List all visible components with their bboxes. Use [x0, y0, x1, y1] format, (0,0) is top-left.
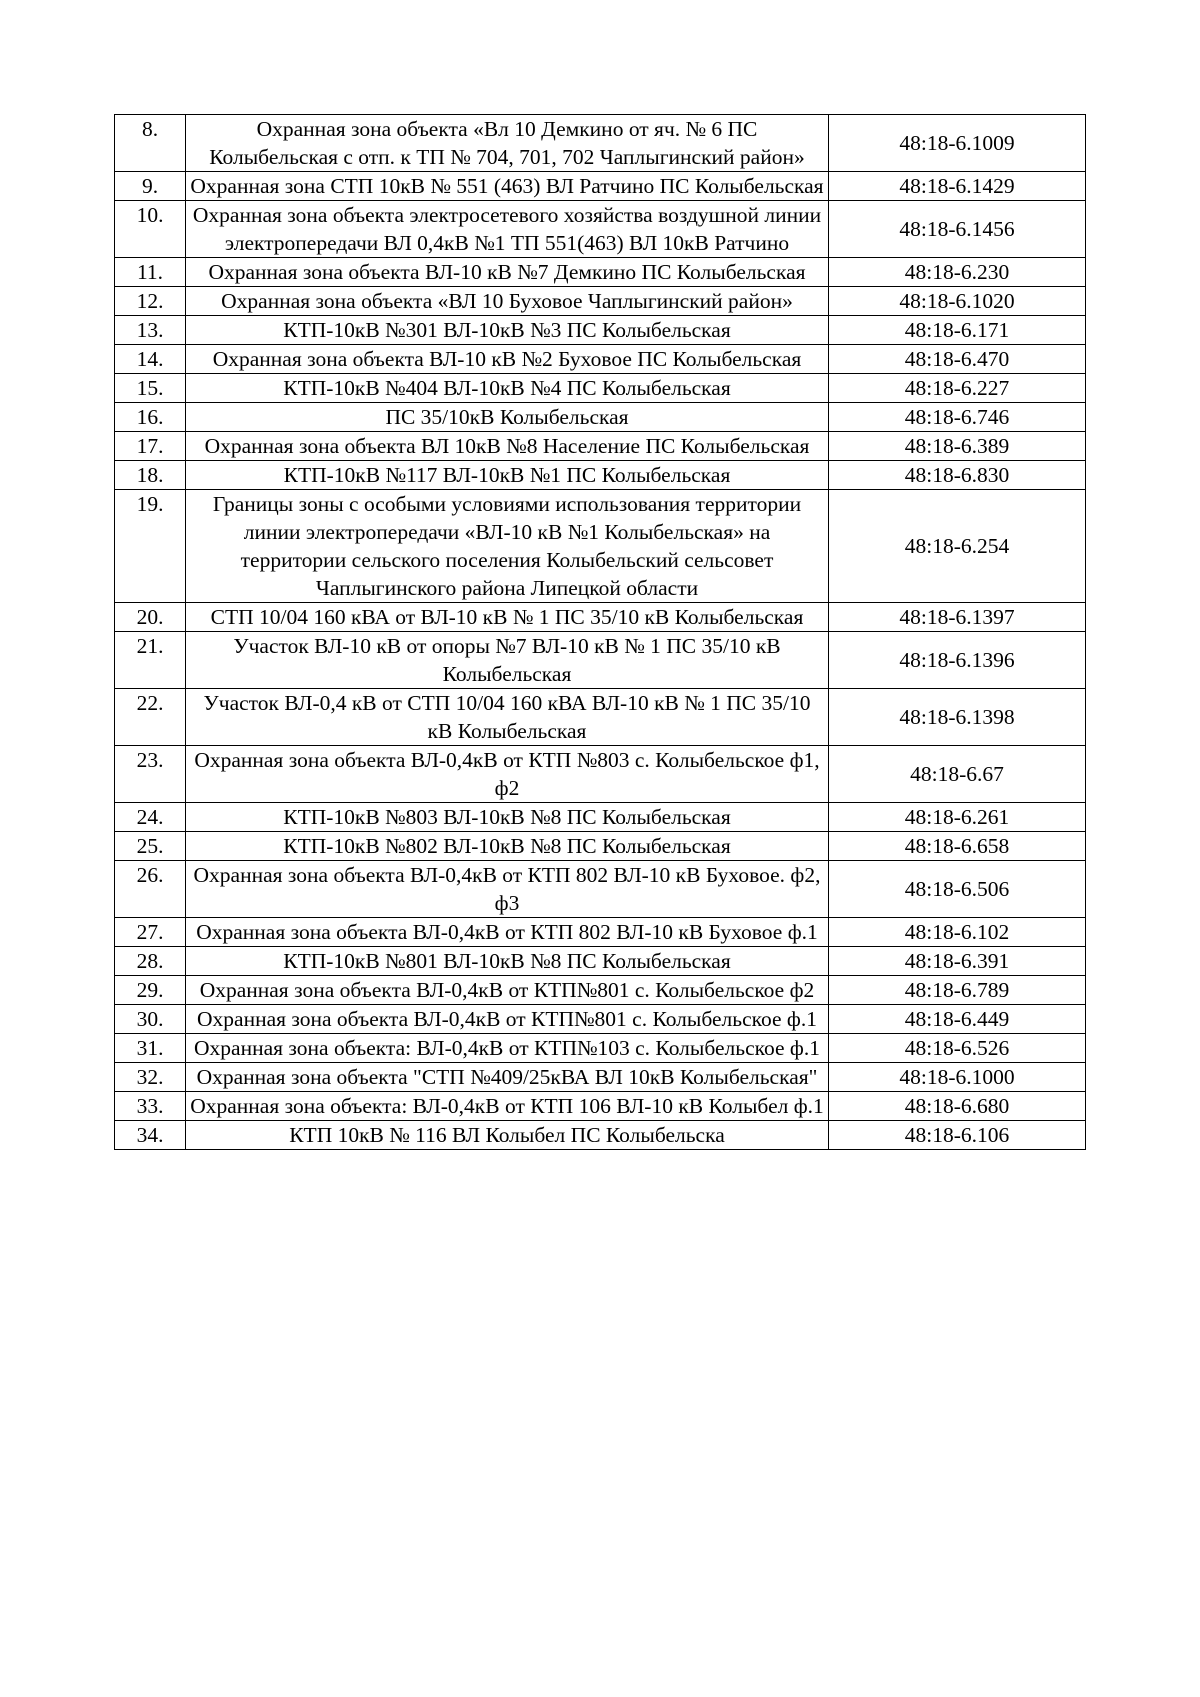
- row-description-cell: КТП-10кВ №404 ВЛ-10кВ №4 ПС Колыбельская: [186, 374, 829, 403]
- table-row: [115, 374, 1086, 403]
- row-number-cell: 26.: [115, 861, 186, 918]
- table-row: [115, 172, 1086, 201]
- table-row: [115, 632, 1086, 689]
- table-row: [115, 115, 1086, 172]
- row-number-cell: 32.: [115, 1063, 186, 1092]
- row-registry-code-cell: 48:18-6.227: [829, 374, 1086, 403]
- table-row: [115, 689, 1086, 746]
- row-description-cell: Участок ВЛ-10 кВ от опоры №7 ВЛ-10 кВ № 1 ПС 35/10 кВ Колыбельская: [186, 632, 829, 689]
- row-description-cell: КТП-10кВ №801 ВЛ-10кВ №8 ПС Колыбельская: [186, 947, 829, 976]
- row-registry-code-cell: 48:18-6.1397: [829, 603, 1086, 632]
- row-number-cell: 33.: [115, 1092, 186, 1121]
- table-row: [115, 1063, 1086, 1092]
- row-number-cell: 30.: [115, 1005, 186, 1034]
- row-description-cell: КТП-10кВ №117 ВЛ-10кВ №1 ПС Колыбельская: [186, 461, 829, 490]
- row-number-cell: 9.: [115, 172, 186, 201]
- row-description-cell: Охранная зона СТП 10кВ № 551 (463) ВЛ Ратчино ПС Колыбельская: [186, 172, 829, 201]
- row-registry-code-cell: 48:18-6.680: [829, 1092, 1086, 1121]
- row-description-cell: Охранная зона объекта «Вл 10 Демкино от яч. № 6 ПС Колыбельская с отп. к ТП № 704, 701, 702 Чаплыгинский район»: [186, 115, 829, 172]
- row-registry-code-cell: 48:18-6.67: [829, 746, 1086, 803]
- row-number-cell: 16.: [115, 403, 186, 432]
- table-row: [115, 1034, 1086, 1063]
- row-registry-code-cell: 48:18-6.1396: [829, 632, 1086, 689]
- row-description-cell: Охранная зона объекта ВЛ-0,4кВ от КТП 802 ВЛ-10 кВ Буховое ф.1: [186, 918, 829, 947]
- table-row: [115, 201, 1086, 258]
- row-description-cell: Охранная зона объекта ВЛ-10 кВ №7 Демкино ПС Колыбельская: [186, 258, 829, 287]
- row-registry-code-cell: 48:18-6.106: [829, 1121, 1086, 1150]
- row-description-cell: СТП 10/04 160 кВА от ВЛ-10 кВ № 1 ПС 35/10 кВ Колыбельская: [186, 603, 829, 632]
- table-row: [115, 461, 1086, 490]
- row-number-cell: 11.: [115, 258, 186, 287]
- row-number-cell: 27.: [115, 918, 186, 947]
- row-number-cell: 18.: [115, 461, 186, 490]
- row-registry-code-cell: 48:18-6.746: [829, 403, 1086, 432]
- row-number-cell: 10.: [115, 201, 186, 258]
- row-number-cell: 22.: [115, 689, 186, 746]
- row-registry-code-cell: 48:18-6.391: [829, 947, 1086, 976]
- row-registry-code-cell: 48:18-6.470: [829, 345, 1086, 374]
- table-row: [115, 345, 1086, 374]
- table-row: [115, 1005, 1086, 1034]
- row-registry-code-cell: 48:18-6.389: [829, 432, 1086, 461]
- row-description-cell: КТП-10кВ №803 ВЛ-10кВ №8 ПС Колыбельская: [186, 803, 829, 832]
- table-row: [115, 832, 1086, 861]
- row-number-cell: 29.: [115, 976, 186, 1005]
- row-registry-code-cell: 48:18-6.1398: [829, 689, 1086, 746]
- row-registry-code-cell: 48:18-6.1456: [829, 201, 1086, 258]
- row-registry-code-cell: 48:18-6.1000: [829, 1063, 1086, 1092]
- table-row: [115, 861, 1086, 918]
- row-registry-code-cell: 48:18-6.261: [829, 803, 1086, 832]
- row-description-cell: Охранная зона объекта: ВЛ-0,4кВ от КТП 106 ВЛ-10 кВ Колыбел ф.1: [186, 1092, 829, 1121]
- row-description-cell: Участок ВЛ-0,4 кВ от СТП 10/04 160 кВА ВЛ-10 кВ № 1 ПС 35/10 кВ Колыбельская: [186, 689, 829, 746]
- row-number-cell: 31.: [115, 1034, 186, 1063]
- row-number-cell: 12.: [115, 287, 186, 316]
- row-description-cell: Охранная зона объекта ВЛ-10 кВ №2 Буховое ПС Колыбельская: [186, 345, 829, 374]
- table-row: [115, 403, 1086, 432]
- row-registry-code-cell: 48:18-6.506: [829, 861, 1086, 918]
- table-row: [115, 258, 1086, 287]
- table-row: [115, 976, 1086, 1005]
- row-registry-code-cell: 48:18-6.449: [829, 1005, 1086, 1034]
- row-registry-code-cell: 48:18-6.254: [829, 490, 1086, 603]
- row-number-cell: 34.: [115, 1121, 186, 1150]
- row-description-cell: Границы зоны с особыми условиями использования территории линии электропередачи «ВЛ-10 кВ №1 Колыбельская» на территории сельского поселения Колыбельский сельсовет Чаплыгинского района Липецкой области: [186, 490, 829, 603]
- table-row: [115, 947, 1086, 976]
- row-registry-code-cell: 48:18-6.1020: [829, 287, 1086, 316]
- table-row: [115, 490, 1086, 603]
- row-description-cell: КТП 10кВ № 116 ВЛ Колыбел ПС Колыбельска: [186, 1121, 829, 1150]
- table-row: [115, 432, 1086, 461]
- table-row: [115, 746, 1086, 803]
- row-description-cell: Охранная зона объекта ВЛ-0,4кВ от КТП №803 с. Колыбельское ф1, ф2: [186, 746, 829, 803]
- row-number-cell: 19.: [115, 490, 186, 603]
- row-registry-code-cell: 48:18-6.789: [829, 976, 1086, 1005]
- row-description-cell: Охранная зона объекта электросетевого хозяйства воздушной линии электропередачи ВЛ 0,4кВ №1 ТП 551(463) ВЛ 10кВ Ратчино: [186, 201, 829, 258]
- row-registry-code-cell: 48:18-6.1429: [829, 172, 1086, 201]
- row-registry-code-cell: 48:18-6.658: [829, 832, 1086, 861]
- table-row: [115, 918, 1086, 947]
- row-description-cell: Охранная зона объекта: ВЛ-0,4кВ от КТП№103 с. Колыбельское ф.1: [186, 1034, 829, 1063]
- row-number-cell: 20.: [115, 603, 186, 632]
- row-registry-code-cell: 48:18-6.526: [829, 1034, 1086, 1063]
- table-row: [115, 316, 1086, 345]
- row-number-cell: 17.: [115, 432, 186, 461]
- row-description-cell: ПС 35/10кВ Колыбельская: [186, 403, 829, 432]
- row-number-cell: 21.: [115, 632, 186, 689]
- row-number-cell: 13.: [115, 316, 186, 345]
- row-description-cell: Охранная зона объекта ВЛ-0,4кВ от КТП№801 с. Колыбельское ф2: [186, 976, 829, 1005]
- row-registry-code-cell: 48:18-6.230: [829, 258, 1086, 287]
- row-number-cell: 15.: [115, 374, 186, 403]
- row-description-cell: Охранная зона объекта ВЛ-0,4кВ от КТП№801 с. Колыбельское ф.1: [186, 1005, 829, 1034]
- row-description-cell: Охранная зона объекта ВЛ 10кВ №8 Население ПС Колыбельская: [186, 432, 829, 461]
- row-description-cell: Охранная зона объекта ВЛ-0,4кВ от КТП 802 ВЛ-10 кВ Буховое. ф2, ф3: [186, 861, 829, 918]
- table-row: [115, 803, 1086, 832]
- row-description-cell: Охранная зона объекта «ВЛ 10 Буховое Чаплыгинский район»: [186, 287, 829, 316]
- row-registry-code-cell: 48:18-6.1009: [829, 115, 1086, 172]
- table-row: [115, 1092, 1086, 1121]
- zones-table-body: [115, 115, 1086, 1150]
- row-description-cell: Охранная зона объекта "СТП №409/25кВА ВЛ 10кВ Колыбельская": [186, 1063, 829, 1092]
- table-row: [115, 1121, 1086, 1150]
- row-registry-code-cell: 48:18-6.830: [829, 461, 1086, 490]
- table-row: [115, 287, 1086, 316]
- row-number-cell: 23.: [115, 746, 186, 803]
- zones-table: [114, 114, 1086, 1150]
- row-number-cell: 14.: [115, 345, 186, 374]
- row-description-cell: КТП-10кВ №802 ВЛ-10кВ №8 ПС Колыбельская: [186, 832, 829, 861]
- table-row: [115, 603, 1086, 632]
- row-registry-code-cell: 48:18-6.102: [829, 918, 1086, 947]
- row-number-cell: 28.: [115, 947, 186, 976]
- row-description-cell: КТП-10кВ №301 ВЛ-10кВ №3 ПС Колыбельская: [186, 316, 829, 345]
- row-number-cell: 24.: [115, 803, 186, 832]
- row-number-cell: 8.: [115, 115, 186, 172]
- row-registry-code-cell: 48:18-6.171: [829, 316, 1086, 345]
- row-number-cell: 25.: [115, 832, 186, 861]
